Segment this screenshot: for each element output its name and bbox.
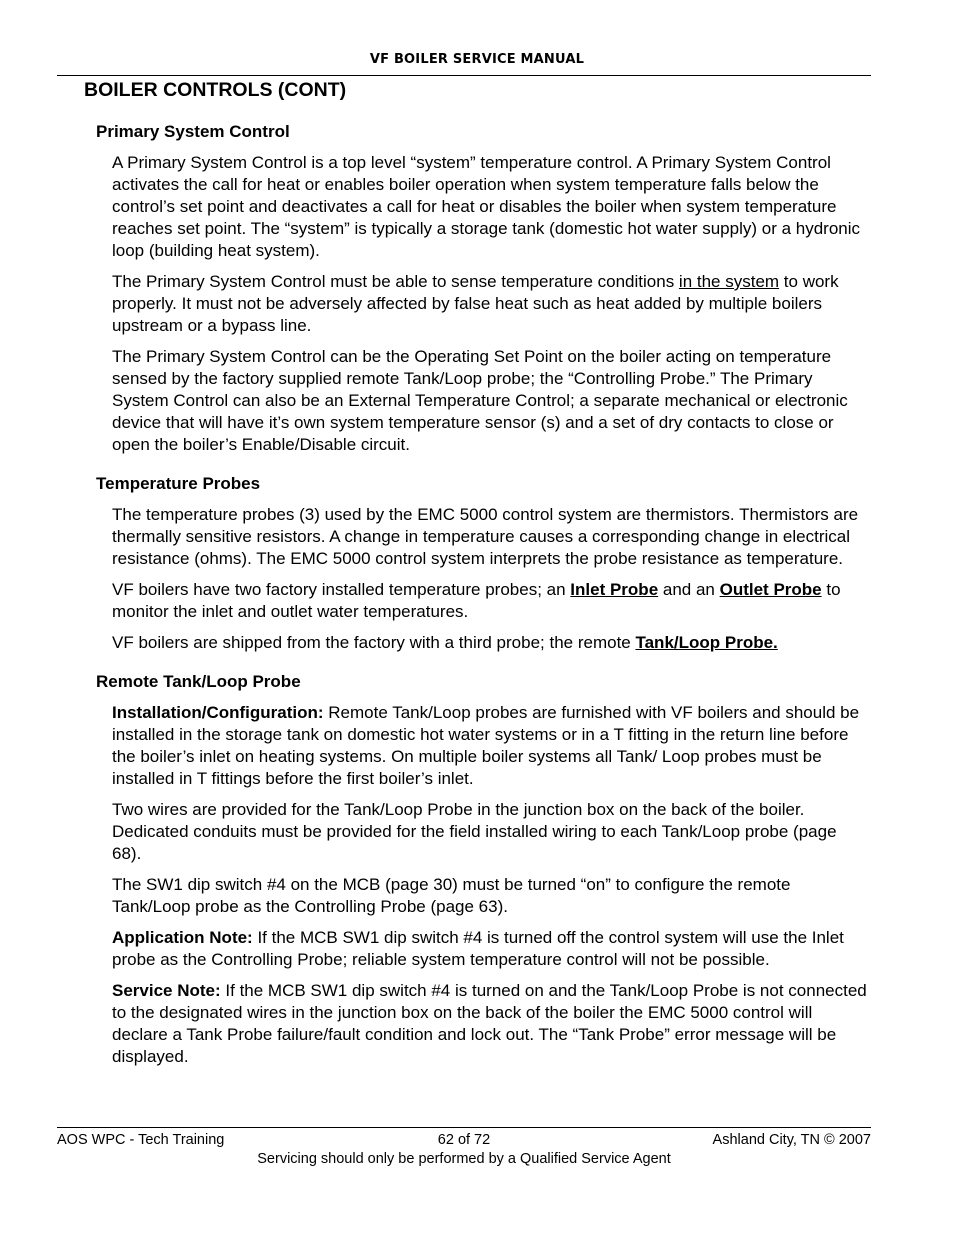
paragraph <box>112 579 870 623</box>
footer-note: Servicing should only be performed by a Qualified Service Agent <box>257 1151 671 1167</box>
paragraph <box>112 632 870 654</box>
manual-title: VF BOILER SERVICE MANUAL <box>369 52 585 67</box>
footer-divider <box>57 1127 871 1128</box>
text-run: VF boilers are shipped from the factory with a third probe; the remote <box>112 633 636 652</box>
text-run: Remote Tank/Loop probes are furnished with VF boilers and should be installed in the storage tank on domestic hot water systems or in a T fitting in the return line before the boiler’s inlet on heating systems. On multiple boiler systems all Tank/ Loop probes must be installed in T fittings before the first boiler’s inlet. <box>112 703 860 788</box>
paragraph: The temperature probes (3) used by the EMC 5000 control system are thermistors. Thermistors are thermally sensitive resistors. A change in temperature causes a corresponding change in electrical resistance (ohms). The EMC 5000 control system interprets the probe resistance as temperature. <box>112 505 859 568</box>
paragraph: Two wires are provided for the Tank/Loop Probe in the junction box on the back of the boiler. Dedicated conduits must be provided for the field installed wiring to each Tank/Loop probe (page 68). <box>112 800 837 863</box>
paragraph: The SW1 dip switch #4 on the MCB (page 30) must be turned “on” to configure the remote Tank/Loop probe as the Controlling Probe (page 63). <box>112 875 791 916</box>
paragraph <box>112 980 870 1068</box>
subheading-remote-tank-loop-probe: Remote Tank/Loop Probe <box>96 672 301 691</box>
section-title: BOILER CONTROLS (CONT) <box>84 79 347 101</box>
paragraph <box>112 271 870 337</box>
page-number: 62 of 72 <box>437 1132 491 1148</box>
subheading-temperature-probes: Temperature Probes <box>96 474 261 493</box>
paragraph: A Primary System Control is a top level “system” temperature control. A Primary System Control activates the call for heat or enables boiler operation when system temperature falls below the control’s set point and deactivates a call for heat or disables the boiler when system temperature reaches set point. The “system” is typically a storage tank (domestic hot water supply) or a hydronic loop (building heat system). <box>112 153 861 260</box>
footer-right: Ashland City, TN © 2007 <box>712 1132 871 1148</box>
text-run: to monitor the inlet and outlet water temperatures. <box>112 580 841 621</box>
tank-loop-probe-term: Tank/Loop Probe. <box>635 633 778 652</box>
underlined-phrase: in the system <box>678 272 780 291</box>
header-divider <box>57 75 871 76</box>
text-run: VF boilers have two factory installed temperature probes; an <box>112 580 571 599</box>
paragraph <box>112 927 870 971</box>
installation-label: Installation/Configuration: <box>112 703 324 722</box>
text-run: The Primary System Control must be able to sense temperature conditions <box>112 272 679 291</box>
page-content <box>96 121 871 1068</box>
outlet-probe-term: Outlet Probe <box>719 580 822 599</box>
paragraph: The Primary System Control can be the Operating Set Point on the boiler acting on temperature sensed by the factory supplied remote Tank/Loop probe; the “Controlling Probe.” The Primary System Control can also be an External Temperature Control; a separate mechanical or electronic device that will have it’s own system temperature sensor (s) and a set of dry contacts to close or open the boiler’s Enable/Disable circuit. <box>112 347 848 454</box>
text-run: to work properly. It must not be adversely affected by false heat such as heat added by multiple boilers upstream or a bypass line. <box>112 272 839 335</box>
application-note-label: Application Note: <box>112 928 253 947</box>
text-run: If the MCB SW1 dip switch #4 is turned on and the Tank/Loop Probe is not connected to the designated wires in the junction box on the back of the boiler the EMC 5000 control will declare a Tank Probe failure/fault condition and lock out. The “Tank Probe” error message will be displayed. <box>112 981 867 1066</box>
inlet-probe-term: Inlet Probe <box>570 580 659 599</box>
footer-left: AOS WPC - Tech Training <box>57 1132 225 1148</box>
text-run: and an <box>658 580 720 599</box>
paragraph <box>112 702 870 790</box>
service-note-label: Service Note: <box>112 981 221 1000</box>
text-run: If the MCB SW1 dip switch #4 is turned off the control system will use the Inlet probe as the Controlling Probe; reliable system temperature control will not be possible. <box>112 928 844 969</box>
subheading-primary-system-control: Primary System Control <box>96 122 290 141</box>
